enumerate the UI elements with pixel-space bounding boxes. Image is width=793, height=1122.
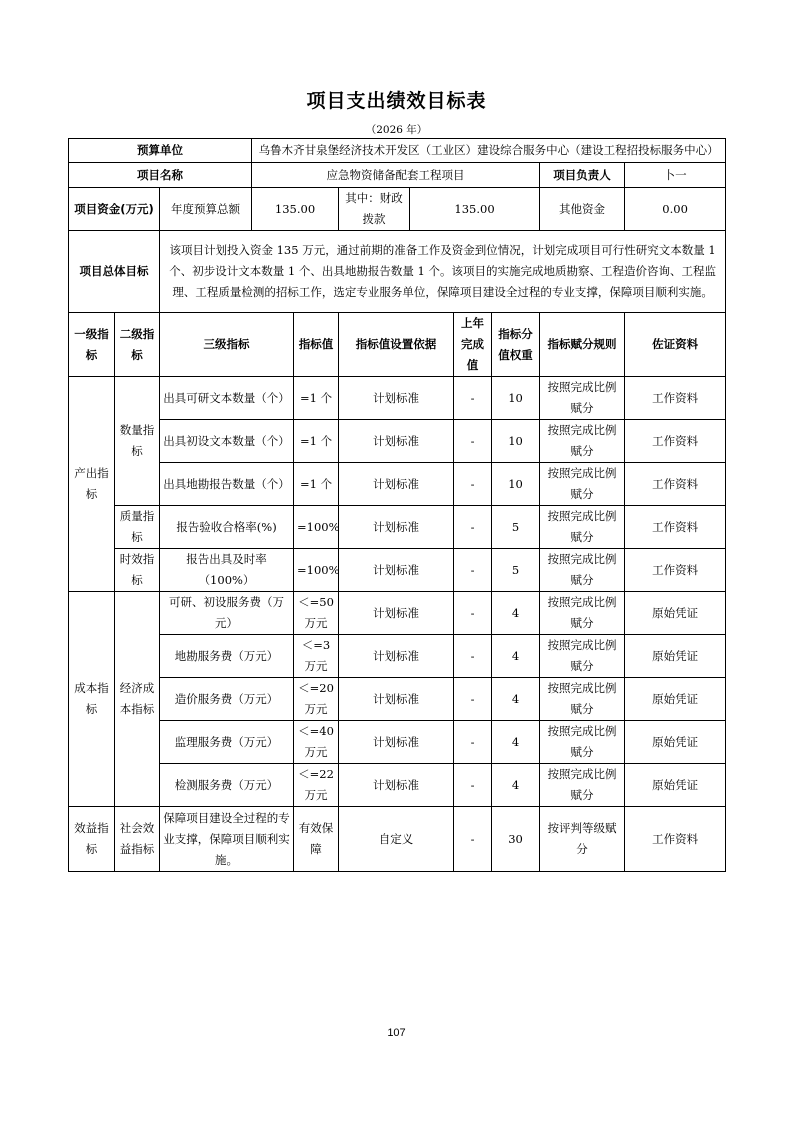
indicator-last-year: -	[454, 678, 492, 721]
table-row	[69, 377, 726, 420]
level2-econ-cost: 经济成本指标	[115, 592, 160, 807]
table-row	[69, 721, 726, 764]
indicator-evidence: 原始凭证	[625, 592, 726, 635]
indicator-evidence: 工作资料	[625, 549, 726, 592]
indicator-weight: 10	[492, 463, 540, 506]
indicator-last-year: -	[454, 463, 492, 506]
indicator-last-year: -	[454, 807, 492, 872]
indicator-value: =1 个	[294, 463, 339, 506]
indicator-last-year: -	[454, 635, 492, 678]
table-row	[69, 463, 726, 506]
indicator-value: =100%	[294, 549, 339, 592]
indicator-basis: 计划标准	[339, 721, 454, 764]
project-leader-label: 项目负责人	[540, 163, 625, 188]
indicator-value: ＜=40 万元	[294, 721, 339, 764]
indicator-name: 出具初设文本数量（个）	[160, 420, 294, 463]
fiscal-value: 135.00	[410, 188, 540, 231]
indicator-basis: 计划标准	[339, 635, 454, 678]
indicator-evidence: 工作资料	[625, 506, 726, 549]
indicator-rule: 按评判等级赋分	[540, 807, 625, 872]
goal-text: 该项目计划投入资金 135 万元，通过前期的准备工作及资金到位情况，计划完成项目可行性研究文本数量 1 个、初步设计文本数量 1 个、出具地勘报告数量 1 个。该项目的实施完成地质勘察、工程造价咨询、工程监理、工程质量检测的招标工作，选定专业服务单位，保障项目建设全过程的专业支撑，保障项目顺利实施。	[160, 231, 726, 313]
indicator-rule: 按照完成比例赋分	[540, 549, 625, 592]
table-row	[69, 635, 726, 678]
indicator-last-year: -	[454, 592, 492, 635]
indicator-last-year: -	[454, 377, 492, 420]
indicator-value: ＜=50 万元	[294, 592, 339, 635]
indicator-weight: 4	[492, 721, 540, 764]
annual-budget-label: 年度预算总额	[160, 188, 252, 231]
indicator-rule: 按照完成比例赋分	[540, 377, 625, 420]
table-row	[69, 549, 726, 592]
indicator-evidence: 工作资料	[625, 463, 726, 506]
indicator-name: 报告出具及时率（100%）	[160, 549, 294, 592]
indicator-value: ＜=22 万元	[294, 764, 339, 807]
indicator-basis: 计划标准	[339, 764, 454, 807]
indicator-name: 监理服务费（万元）	[160, 721, 294, 764]
indicator-rule: 按照完成比例赋分	[540, 635, 625, 678]
table-row	[69, 678, 726, 721]
level2-timely: 时效指标	[115, 549, 160, 592]
project-leader-value: 卜一	[625, 163, 726, 188]
table-row	[69, 807, 726, 872]
col-rule: 指标赋分规则	[540, 313, 625, 377]
unit-label: 预算单位	[69, 139, 252, 163]
fiscal-label: 其中：财政拨款	[339, 188, 410, 231]
indicator-basis: 计划标准	[339, 420, 454, 463]
indicator-value: =100%	[294, 506, 339, 549]
fund-row	[69, 188, 726, 231]
level2-social: 社会效益指标	[115, 807, 160, 872]
col-value: 指标值	[294, 313, 339, 377]
indicator-value: ＜=3 万元	[294, 635, 339, 678]
indicator-evidence: 原始凭证	[625, 721, 726, 764]
indicator-value: =1 个	[294, 420, 339, 463]
project-name-row	[69, 163, 726, 188]
indicator-name: 报告验收合格率(%)	[160, 506, 294, 549]
indicator-evidence: 原始凭证	[625, 678, 726, 721]
col-weight: 指标分值权重	[492, 313, 540, 377]
indicator-weight: 5	[492, 549, 540, 592]
unit-value: 乌鲁木齐甘泉堡经济技术开发区（工业区）建设综合服务中心（建设工程招投标服务中心）	[252, 139, 726, 163]
indicator-name: 造价服务费（万元）	[160, 678, 294, 721]
indicator-basis: 计划标准	[339, 592, 454, 635]
indicator-name: 保障项目建设全过程的专业支撑，保障项目顺利实施。	[160, 807, 294, 872]
goal-label: 项目总体目标	[69, 231, 160, 313]
table-row	[69, 764, 726, 807]
page-number: 107	[387, 1027, 406, 1039]
col-evidence: 佐证资料	[625, 313, 726, 377]
col-level1: 一级指标	[69, 313, 115, 377]
indicator-weight: 4	[492, 678, 540, 721]
indicator-rule: 按照完成比例赋分	[540, 506, 625, 549]
indicator-name: 可研、初设服务费（万元）	[160, 592, 294, 635]
indicator-last-year: -	[454, 549, 492, 592]
performance-table	[68, 138, 726, 872]
level1-benefit: 效益指标	[69, 807, 115, 872]
column-header-row	[69, 313, 726, 377]
other-fund-value: 0.00	[625, 188, 726, 231]
indicator-basis: 计划标准	[339, 549, 454, 592]
indicator-last-year: -	[454, 420, 492, 463]
annual-budget-value: 135.00	[252, 188, 339, 231]
other-fund-label: 其他资金	[540, 188, 625, 231]
indicator-rule: 按照完成比例赋分	[540, 420, 625, 463]
indicator-weight: 4	[492, 635, 540, 678]
indicator-name: 出具可研文本数量（个）	[160, 377, 294, 420]
indicator-value: =1 个	[294, 377, 339, 420]
indicator-rule: 按照完成比例赋分	[540, 463, 625, 506]
indicator-rule: 按照完成比例赋分	[540, 721, 625, 764]
year-label: （2026 年）	[365, 124, 428, 136]
indicator-weight: 10	[492, 377, 540, 420]
indicator-rule: 按照完成比例赋分	[540, 592, 625, 635]
fund-label: 项目资金(万元)	[69, 188, 160, 231]
indicator-last-year: -	[454, 506, 492, 549]
project-name-value: 应急物资储备配套工程项目	[252, 163, 540, 188]
indicator-evidence: 工作资料	[625, 807, 726, 872]
indicator-rule: 按照完成比例赋分	[540, 764, 625, 807]
indicator-basis: 计划标准	[339, 377, 454, 420]
indicator-evidence: 工作资料	[625, 377, 726, 420]
indicator-basis: 计划标准	[339, 506, 454, 549]
level1-cost: 成本指标	[69, 592, 115, 807]
indicator-name: 地勘服务费（万元）	[160, 635, 294, 678]
page-title: 项目支出绩效目标表	[306, 90, 487, 112]
indicator-name: 检测服务费（万元）	[160, 764, 294, 807]
indicator-weight: 4	[492, 592, 540, 635]
unit-row	[69, 139, 726, 163]
table-row	[69, 506, 726, 549]
indicator-weight: 10	[492, 420, 540, 463]
col-basis: 指标值设置依据	[339, 313, 454, 377]
col-level3: 三级指标	[160, 313, 294, 377]
level1-output: 产出指标	[69, 377, 115, 592]
goal-row	[69, 231, 726, 313]
col-last-year: 上年完成值	[454, 313, 492, 377]
table-row	[69, 420, 726, 463]
level2-quantity: 数量指标	[115, 377, 160, 506]
indicator-last-year: -	[454, 764, 492, 807]
indicator-weight: 4	[492, 764, 540, 807]
indicator-weight: 30	[492, 807, 540, 872]
indicator-basis: 自定义	[339, 807, 454, 872]
indicator-value: ＜=20 万元	[294, 678, 339, 721]
indicator-rule: 按照完成比例赋分	[540, 678, 625, 721]
project-name-label: 项目名称	[69, 163, 252, 188]
col-level2: 二级指标	[115, 313, 160, 377]
level2-quality: 质量指标	[115, 506, 160, 549]
table-row	[69, 592, 726, 635]
indicator-weight: 5	[492, 506, 540, 549]
indicator-value: 有效保障	[294, 807, 339, 872]
indicator-evidence: 原始凭证	[625, 764, 726, 807]
indicator-evidence: 工作资料	[625, 420, 726, 463]
indicator-name: 出具地勘报告数量（个）	[160, 463, 294, 506]
indicator-basis: 计划标准	[339, 678, 454, 721]
indicator-basis: 计划标准	[339, 463, 454, 506]
indicator-last-year: -	[454, 721, 492, 764]
indicator-evidence: 原始凭证	[625, 635, 726, 678]
